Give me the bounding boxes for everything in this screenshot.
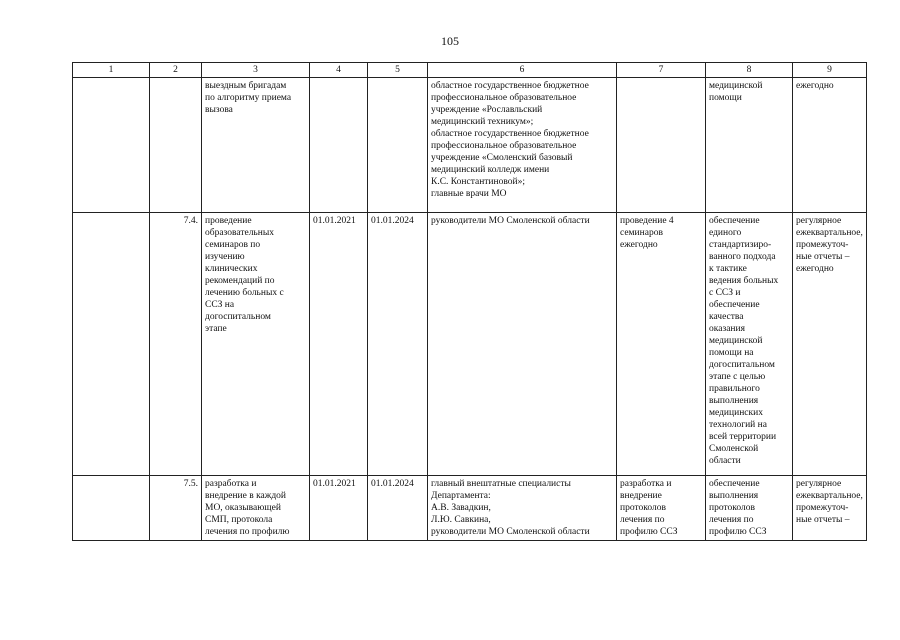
cell-text-line: К.С. Константиновой»; — [431, 177, 525, 187]
cell-text-line: обеспечение — [709, 216, 760, 226]
cell-text-line: ные отчеты – — [796, 252, 850, 262]
cell-text-line: протоколов — [620, 503, 666, 513]
header-col-6: 6 — [428, 63, 617, 78]
table-cell-col-9 — [793, 213, 867, 476]
cell-text-line: образовательных — [205, 228, 274, 238]
cell-text-line: выездным бригадам — [205, 81, 287, 91]
table-cell-col-2: 7.5. — [150, 476, 202, 541]
cell-text-line: обеспечение — [709, 300, 760, 310]
cell-text-line: регулярное — [796, 216, 842, 226]
table-cell-col-1 — [73, 476, 150, 541]
cell-text-line: лечению больных с — [205, 288, 284, 298]
cell-text-line: промежуточ- — [796, 240, 849, 250]
cell-text-line: Смоленской — [709, 444, 759, 454]
cell-text-line: ведения больных — [709, 276, 779, 286]
cell-text-line: вызова — [205, 105, 233, 115]
cell-text-line: разработка и — [205, 479, 257, 489]
cell-text-line: ССЗ на — [205, 300, 235, 310]
cell-text-line: клинических — [205, 264, 258, 274]
cell-text-line: изучению — [205, 252, 245, 262]
cell-text-line: помощи — [709, 93, 742, 103]
table-row — [73, 78, 867, 213]
cell-text-line: ежеквартальное, — [796, 228, 863, 238]
cell-text-line: профилю ССЗ — [709, 527, 767, 537]
cell-text-line: медицинский техникум»; — [431, 117, 534, 127]
cell-text-line: всей территории — [709, 432, 777, 442]
cell-text-line: главные врачи МО — [431, 189, 507, 199]
cell-text-line: медицинской — [709, 336, 763, 346]
table-cell-col-4 — [310, 78, 368, 213]
cell-text-line: ежегодно — [620, 240, 658, 250]
cell-text-line: главный внештатные специалисты — [431, 479, 571, 489]
cell-text-line: областное государственное бюджетное — [431, 81, 589, 91]
table-cell-col-3 — [202, 476, 310, 541]
cell-text-line: ные отчеты – — [796, 515, 850, 525]
cell-text-line: ежеквартальное, — [796, 491, 863, 501]
cell-text-line: медицинской — [709, 81, 763, 91]
cell-text-line: обеспечение — [709, 479, 760, 489]
cell-text-line: Л.Ю. Савкина, — [431, 515, 491, 525]
cell-text-line: профессиональное образовательное — [431, 141, 577, 151]
cell-text-line: ванного подхода — [709, 252, 776, 262]
header-col-5: 5 — [368, 63, 428, 78]
cell-text-line: этапе — [205, 324, 227, 334]
cell-text-line: протоколов — [709, 503, 755, 513]
cell-text-line: по алгоритму приема — [205, 93, 292, 103]
header-col-9: 9 — [793, 63, 867, 78]
cell-text-line: учреждение «Рославльский — [431, 105, 543, 115]
cell-text-line: качества — [709, 312, 744, 322]
header-col-4: 4 — [310, 63, 368, 78]
page-number: 105 — [441, 34, 459, 48]
table-cell-col-7 — [617, 78, 706, 213]
cell-text-line: руководители МО Смоленской области — [431, 216, 590, 226]
cell-text-line: СМП, протокола — [205, 515, 273, 525]
cell-text-line: лечения по — [709, 515, 754, 525]
cell-text-line: этапе с целью — [709, 372, 766, 382]
cell-text-line: разработка и — [620, 479, 672, 489]
cell-text-line: семинаров — [620, 228, 663, 238]
cell-text-line: областное государственное бюджетное — [431, 129, 589, 139]
table-row — [73, 476, 867, 541]
cell-text-line: оказания — [709, 324, 745, 334]
table-cell-col-4: 01.01.2021 — [310, 476, 368, 541]
cell-text-line: лечения по — [620, 515, 665, 525]
cell-text-line: МО, оказывающей — [205, 503, 281, 513]
header-col-1: 1 — [73, 63, 150, 78]
cell-text-line: стандартизиро- — [709, 240, 772, 250]
cell-text-line: догоспитальном — [709, 360, 775, 370]
table-cell-col-2 — [150, 78, 202, 213]
table-cell-col-6 — [428, 476, 617, 541]
table-cell-col-3 — [202, 78, 310, 213]
cell-text-line: выполнения — [709, 491, 759, 501]
cell-text-line: к тактике — [709, 264, 747, 274]
cell-text-line: лечения по профилю — [205, 527, 290, 537]
header-col-3: 3 — [202, 63, 310, 78]
table-cell-col-7 — [617, 213, 706, 476]
table-cell-col-8 — [706, 213, 793, 476]
cell-text-line: профилю ССЗ — [620, 527, 678, 537]
table-cell-col-6 — [428, 213, 617, 476]
header-col-7: 7 — [617, 63, 706, 78]
cell-text-line: рекомендаций по — [205, 276, 275, 286]
table-cell-col-4: 01.01.2021 — [310, 213, 368, 476]
plan-table — [72, 62, 867, 541]
header-row — [73, 63, 867, 78]
cell-text-line: ежегодно — [796, 81, 834, 91]
table-cell-col-7 — [617, 476, 706, 541]
cell-text-line: внедрение в каждой — [205, 491, 287, 501]
table-cell-col-9 — [793, 476, 867, 541]
cell-text-line: технологий на — [709, 420, 767, 430]
table-cell-col-5: 01.01.2024 — [368, 213, 428, 476]
table-cell-col-1 — [73, 78, 150, 213]
cell-text-line: регулярное — [796, 479, 842, 489]
table-cell-col-2: 7.4. — [150, 213, 202, 476]
cell-text-line: выполнения — [709, 396, 759, 406]
cell-text-line: с ССЗ и — [709, 288, 741, 298]
cell-text-line: Департамента: — [431, 491, 491, 501]
cell-text-line: области — [709, 456, 741, 466]
cell-text-line: профессиональное образовательное — [431, 93, 577, 103]
cell-text-line: руководители МО Смоленской области — [431, 527, 590, 537]
table-cell-col-3 — [202, 213, 310, 476]
table-cell-col-8 — [706, 476, 793, 541]
table-cell-col-8 — [706, 78, 793, 213]
cell-text-line: промежуточ- — [796, 503, 849, 513]
table-cell-col-5 — [368, 78, 428, 213]
header-col-2: 2 — [150, 63, 202, 78]
cell-text-line: семинаров по — [205, 240, 261, 250]
cell-text-line: медицинских — [709, 408, 763, 418]
table-cell-col-9 — [793, 78, 867, 213]
cell-text-line: проведение — [205, 216, 252, 226]
table-cell-col-1 — [73, 213, 150, 476]
cell-text-line: догоспитальном — [205, 312, 271, 322]
cell-text-line: внедрение — [620, 491, 662, 501]
cell-text-line: ежегодно — [796, 264, 834, 274]
cell-text-line: проведение 4 — [620, 216, 674, 226]
header-col-8: 8 — [706, 63, 793, 78]
cell-text-line: единого — [709, 228, 742, 238]
cell-text-line: помощи на — [709, 348, 754, 358]
cell-text-line: учреждение «Смоленский базовый — [431, 153, 573, 163]
cell-text-line: А.В. Завадкин, — [431, 503, 491, 513]
cell-text-line: правильного — [709, 384, 760, 394]
cell-text-line: медицинский колледж имени — [431, 165, 550, 175]
table-cell-col-5: 01.01.2024 — [368, 476, 428, 541]
table-row — [73, 213, 867, 476]
table-cell-col-6 — [428, 78, 617, 213]
